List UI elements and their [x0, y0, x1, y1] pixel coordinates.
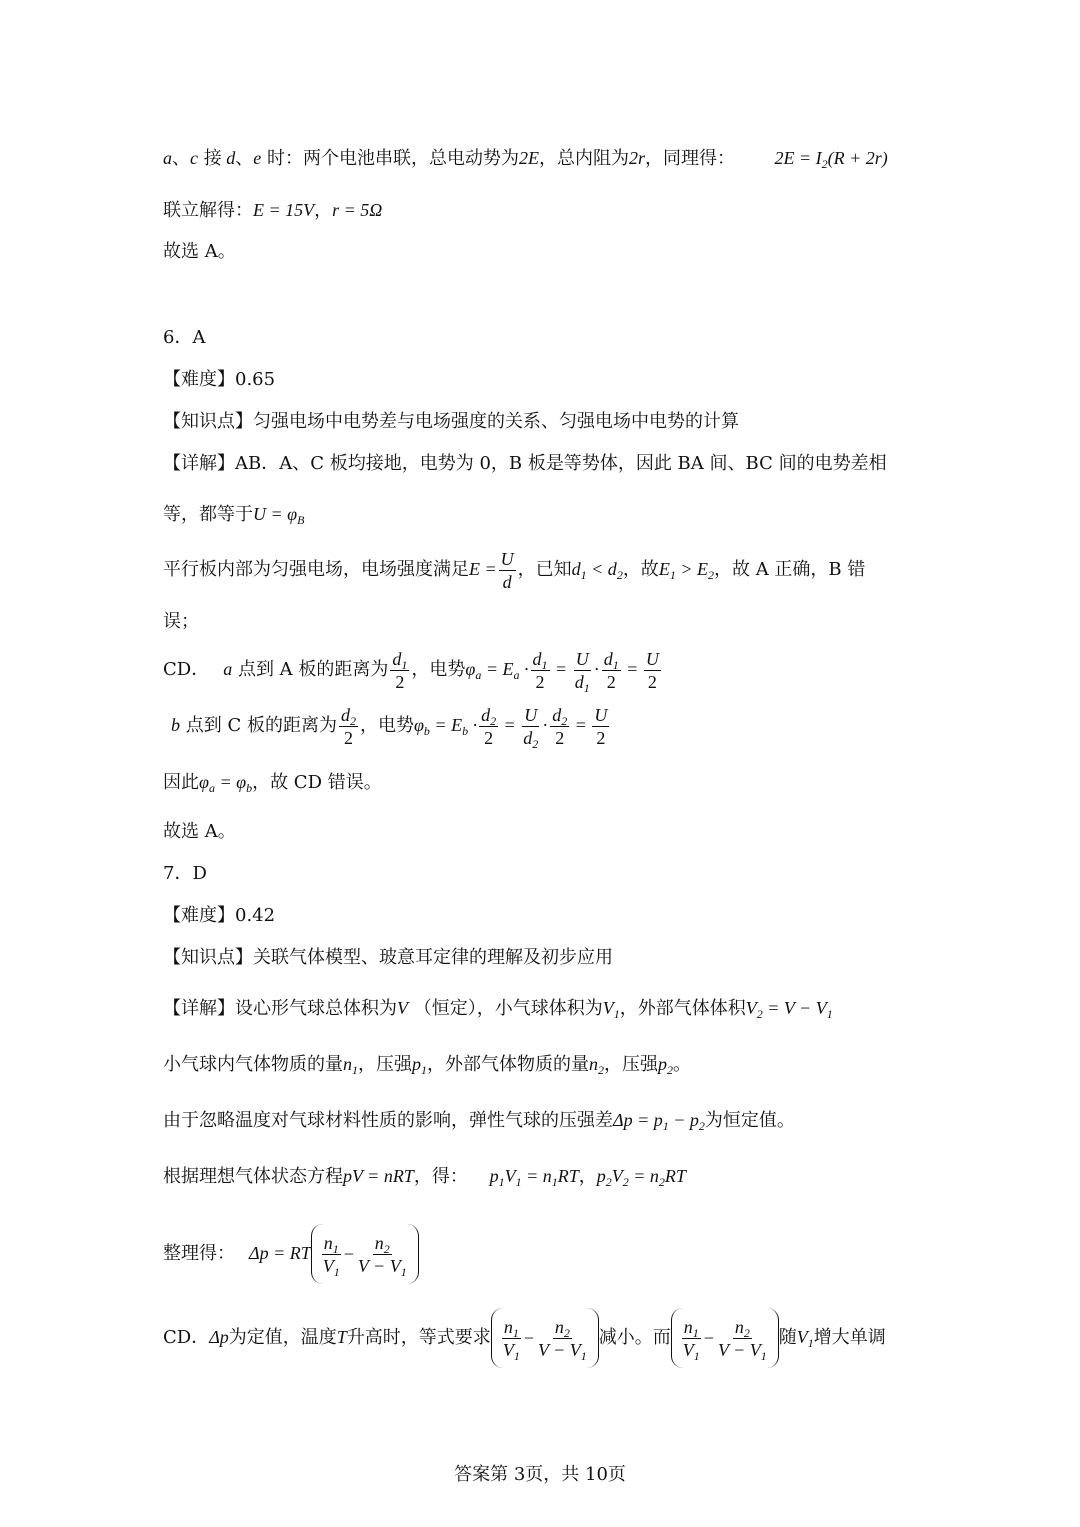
q7-knowledge: 【知识点】关联气体模型、玻意耳定律的理解及初步应用: [163, 947, 613, 968]
q6-cd-b: b 点到 C 板的距离为 $\frac{d_2}{2}$ ，电势$\varphi_b = E_b$ · $\frac{d_2}{2}$ = $\frac{U}{d_2}$ · $\frac{d_2}{2}$ = $\frac{U}{2}$: [171, 704, 608, 751]
text-line-1: a、c 接 d、e 时：两个电池串联，总电动势为2E，总内阻为2r，同理得： $2E = I_2(R + 2r)$: [163, 148, 888, 171]
page-footer: 答案第 3页，共 10页: [454, 1464, 626, 1485]
equation-2e: $2E = I_2(R + 2r)$: [774, 148, 888, 171]
answer-line-5: 故选 A。: [163, 241, 236, 262]
q7-detail-3: 由于忽略温度对气球材料性质的影响，弹性气球的压强差$\Delta p = p_1 - p_2$为恒定值。: [163, 1110, 795, 1133]
q7-heading: 7．D: [163, 863, 207, 884]
q6-paragraph-field: 平行板内部为匀强电场，电场强度满足E = $\frac{U}{d}$ ，已知$d_1 < d_2$，故$E_1 > E_2$，故 A 正确，B 错: [163, 548, 866, 592]
fraction-d1-over-2: $\frac{d_1}{2}$: [392, 648, 408, 692]
q6-knowledge: 【知识点】匀强电场中电势差与电场强度的关系、匀强电场中电势的计算: [163, 411, 739, 432]
q6-paragraph-cont: 误；: [163, 611, 199, 632]
fraction-U-over-d: $\frac{U}{d}$: [500, 548, 514, 592]
text-line-2: 联立解得：E = 15V，r = 5Ω: [163, 200, 383, 221]
q6-detail-2: 等，都等于$U = \varphi_B$: [163, 504, 305, 527]
fraction-d2-over-2: $\frac{d_2}{2}$: [340, 704, 356, 748]
q7-detail-6: CD．Δp为定值，温度T升高时，等式要求 $\frac{n_1}{V_1}$ − $\frac{n_2}{V - V_1}$ 减小。而 $\frac{n_1}{V_1}$ − $\frac{n_2}{V - V_1}$ 随$V_1$增大单调: [163, 1308, 930, 1368]
q6-heading: 6．A: [163, 327, 206, 348]
q6-cd-a: CD． a 点到 A 板的距离为 $\frac{d_1}{2}$ ，电势$\varphi_a = E_a$ · $\frac{d_1}{2}$ = $\frac{U}{d_1}$ · $\frac{d_1}{2}$ = $\frac{U}{2}$: [163, 648, 659, 695]
bracket-expression: $\frac{n_1}{V_1}$ − $\frac{n_2}{V - V_1}$: [311, 1224, 419, 1284]
q6-difficulty: 【难度】0.65: [163, 369, 276, 390]
q6-thus: 因此$\varphi_a = \varphi_b$，故 CD 错误。: [163, 772, 382, 795]
q6-answer: 故选 A。: [163, 821, 236, 842]
q7-detail-1: 【详解】设心形气球总体积为V （恒定），小气球体积为$V_1$，外部气体体积$V_2 = V - V_1$: [163, 998, 833, 1021]
q7-detail-2: 小气球内气体物质的量$n_1$，压强$p_1$，外部气体物质的量$n_2$，压强$p_2$。: [163, 1054, 691, 1077]
q7-detail-5: 整理得： Δp = RT $\frac{n_1}{V_1}$ − $\frac{n_2}{V - V_1}$: [163, 1224, 930, 1284]
q7-difficulty: 【难度】0.42: [163, 905, 276, 926]
q7-detail-4: 根据理想气体状态方程pV = nRT，得： $p_1V_1 = n_1RT$，$p_2V_2 = n_2RT$: [163, 1166, 686, 1189]
q6-detail-1: 【详解】AB．A、C 板均接地，电势为 0，B 板是等势体，因此 BA 间、BC 间的电势差相: [163, 453, 887, 474]
